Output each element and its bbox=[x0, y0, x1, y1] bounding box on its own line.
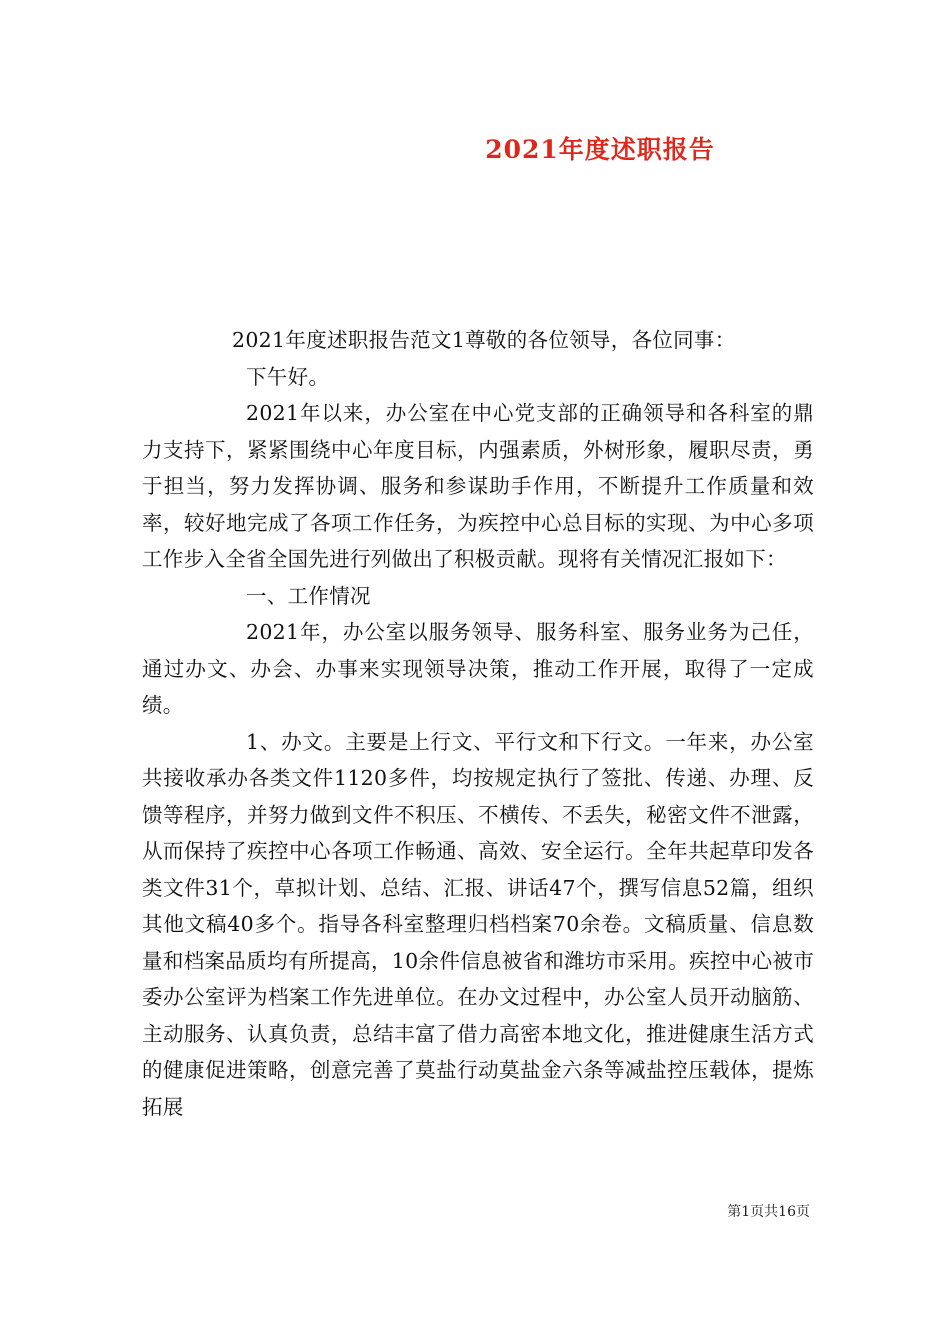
greeting-paragraph: 2021年度述职报告范文1尊敬的各位领导，各位同事： bbox=[232, 328, 736, 352]
document-title: 2021年度述职报告 bbox=[485, 135, 715, 164]
item-paragraph: 1、办文。主要是上行文、平行文和下行文。一年来，办公室共接收承办各类文件1120多件，均按规定执行了签批、传递、办理、反馈等程序，并努力做到文件不积压、不横传、不丢失，秘密文件不泄露，从而保持了疾控中心各项工作畅通、高效、安全运行。全年共起草印发各类文件31个，草拟计划、总结、汇报、讲话47个，撰写信息52篇，组织其他文稿40多个。指导各科室整理归档档案70余卷。文稿质量、信息数量和档案品质均有所提高，10余件信息被省和潍坊市采用。疾控中心被市委办公室评为档案工作先进单位。在办文过程中，办公室人员开动脑筋、主动服务、认真负责，总结丰富了借力高密本地文化，推进健康生活方式的健康促进策略，创意完善了莫盐行动莫盐金六条等减盐控压载体，提炼拓展 bbox=[142, 729, 814, 1119]
work-summary-paragraph: 2021年，办公室以服务领导、服务科室、服务业务为己任，通过办文、办会、办事来实现领导决策，推动工作开展，取得了一定成绩。 bbox=[142, 620, 814, 717]
section-heading: 一、工作情况 bbox=[246, 583, 371, 608]
document-body bbox=[142, 322, 814, 1125]
intro-paragraph: 2021年以来，办公室在中心党支部的正确领导和各科室的鼎力支持下，紧紧围绕中心年度目标，内强素质，外树形象，履职尽责，勇于担当，努力发挥协调、服务和参谋助手作用，不断提升工作质量和效率，较好地完成了各项工作任务，为疾控中心总目标的实现、为中心多项工作步入全省全国先进行列做出了积极贡献。现将有关情况汇报如下： bbox=[142, 401, 814, 571]
salutation-paragraph: 下午好。 bbox=[246, 364, 330, 389]
page-number-footer: 第1页共16页 bbox=[727, 1204, 810, 1220]
